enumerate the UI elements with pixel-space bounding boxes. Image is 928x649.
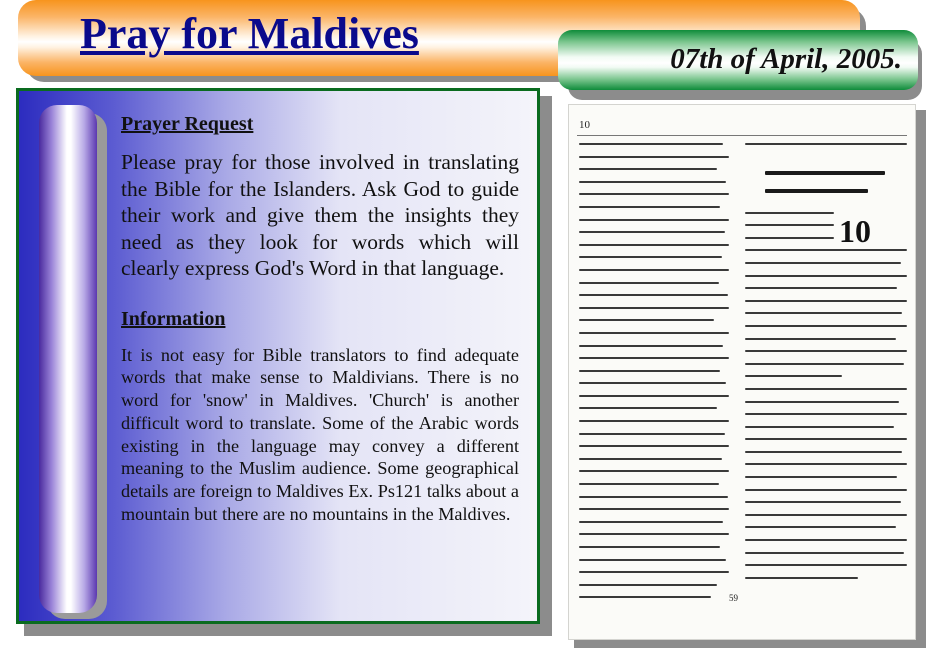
information-heading: Information bbox=[121, 307, 226, 330]
page-column-left bbox=[579, 143, 729, 609]
chapter-number: 10 bbox=[839, 213, 871, 249]
panel-content bbox=[121, 111, 519, 526]
page-column-right bbox=[745, 143, 907, 589]
date-banner bbox=[558, 30, 918, 90]
decorative-pillar bbox=[39, 105, 97, 613]
scanned-bible-page bbox=[568, 104, 916, 640]
page-header-rule bbox=[577, 135, 907, 136]
page-footer-number: 59 bbox=[729, 593, 738, 603]
date-label: 07th of April, 2005. bbox=[670, 43, 902, 75]
information-body: It is not easy for Bible translators to find adequate words that make sense to Maldivians. There is no word for 'snow' in Maldives. 'Church' is another difficult word to translate. Some of the Arabic words existing in the language may convey a different meaning to the Muslim audience. Some geographical details are foreign to Maldives Ex. Ps121 talks about a mountain but there are no mountains in the Maldives. bbox=[121, 344, 519, 525]
content-panel bbox=[16, 88, 540, 624]
prayer-request-body: Please pray for those involved in translating the Bible for the Islanders. Ask God to guide their work and give them the insights they need as they look for words which will clearly express God's Word in that language. bbox=[121, 150, 519, 280]
prayer-request-heading: Prayer Request bbox=[121, 113, 254, 135]
page-header-number: 10 bbox=[579, 119, 590, 131]
page-title[interactable]: Pray for Maldives bbox=[80, 9, 419, 58]
